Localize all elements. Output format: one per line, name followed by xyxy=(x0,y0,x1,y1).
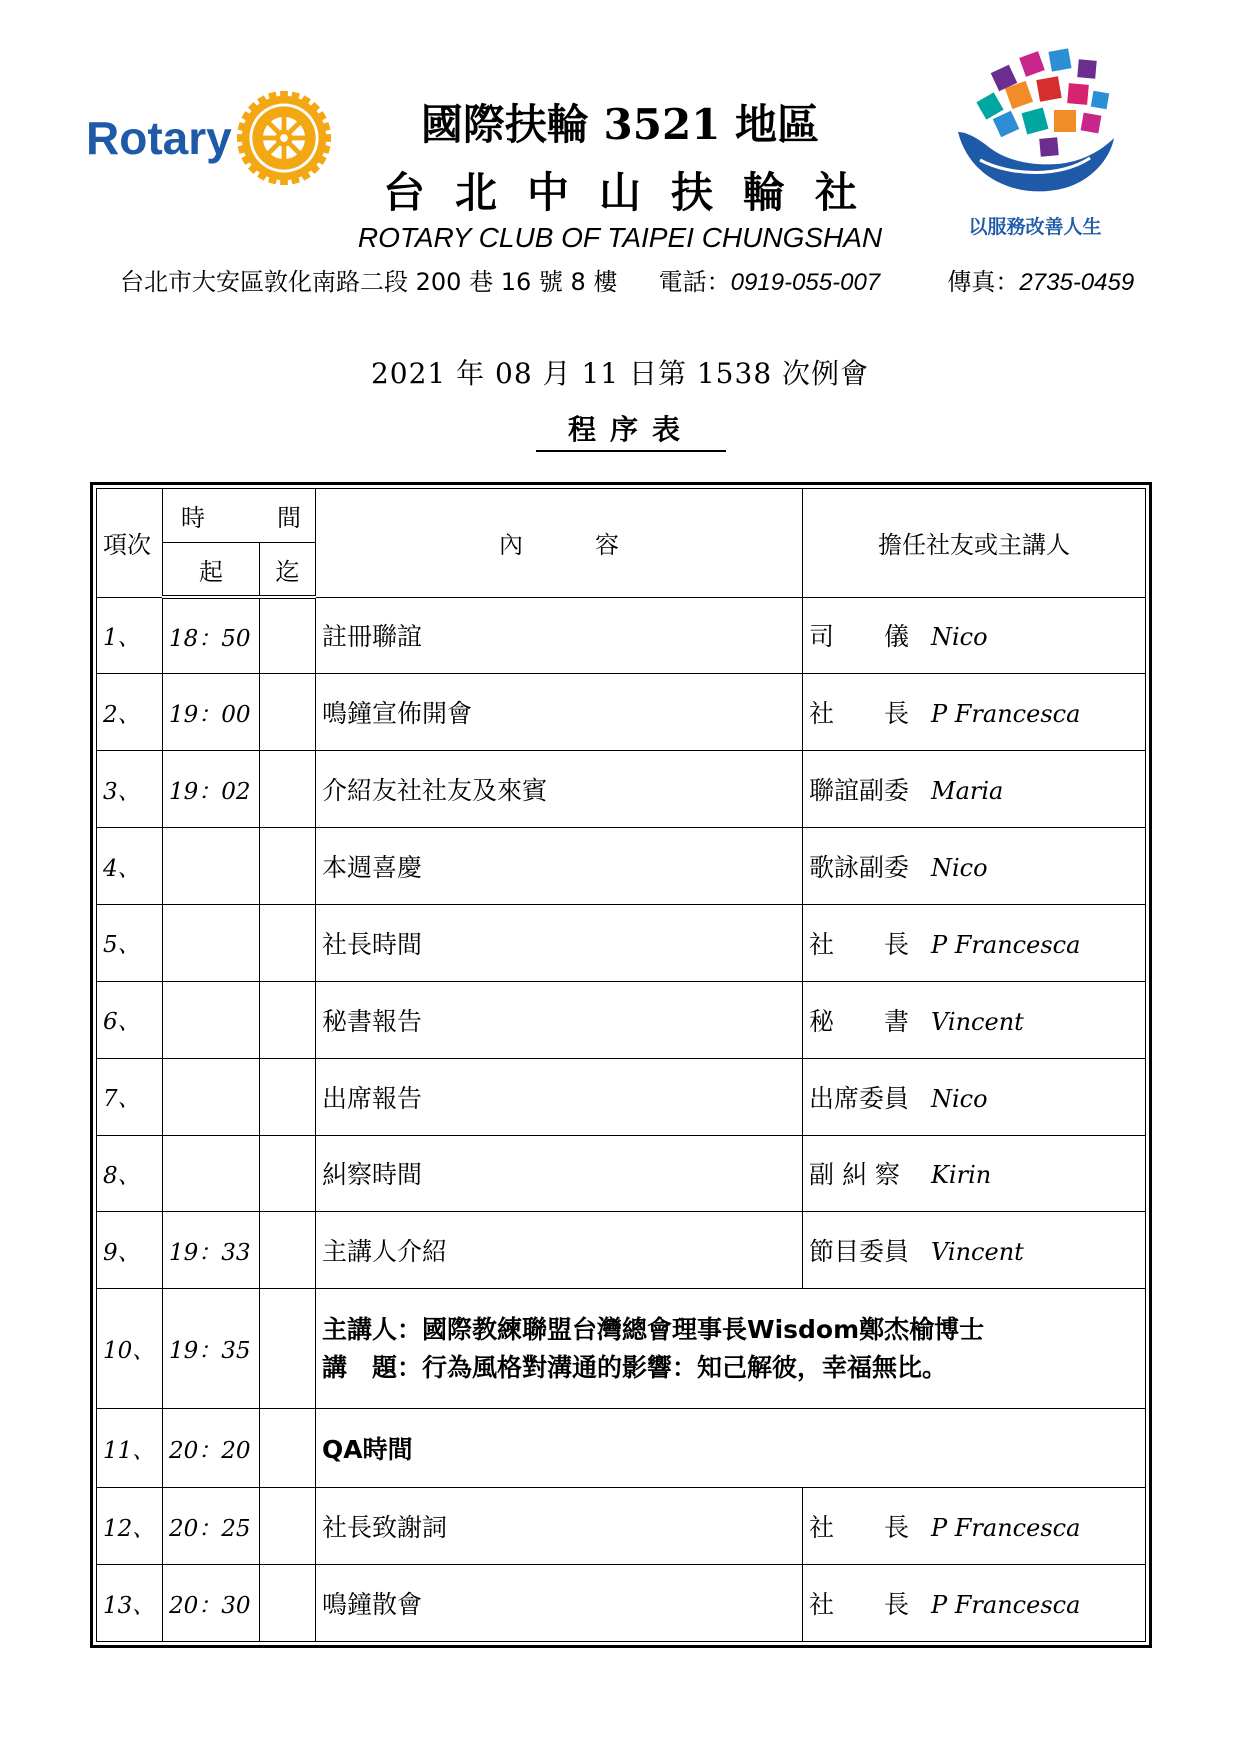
club-title: 台北中山扶輪社 xyxy=(382,168,887,217)
qa-content: QA時間 xyxy=(316,1409,1146,1488)
agenda-row xyxy=(97,1135,1146,1212)
item-number: 6、 xyxy=(97,981,163,1058)
end-time xyxy=(260,904,316,981)
topic-line: 講 題：行為風格對溝通的影響：知己解彼，幸福無比。 xyxy=(322,1352,948,1382)
header-start: 起 xyxy=(163,543,260,597)
start-time xyxy=(163,981,260,1058)
item-number: 12、 xyxy=(97,1488,163,1565)
meeting-date-line: 2021 年 08 月 11 日第 1538 次例會 xyxy=(370,357,870,390)
item-number: 2、 xyxy=(97,674,163,751)
assigned-person xyxy=(803,597,1146,674)
end-time xyxy=(260,1409,316,1488)
end-time xyxy=(260,1289,316,1409)
item-number: 10、 xyxy=(97,1289,163,1409)
header-end: 迄 xyxy=(260,543,316,597)
item-content: 社長致謝詞 xyxy=(316,1488,803,1565)
item-number: 9、 xyxy=(97,1212,163,1289)
agenda-row xyxy=(97,1488,1146,1565)
end-time xyxy=(260,674,316,751)
end-time xyxy=(260,1488,316,1565)
end-time xyxy=(260,828,316,905)
end-time xyxy=(260,1565,316,1642)
agenda-row xyxy=(97,904,1146,981)
assigned-person xyxy=(803,674,1146,751)
speaker-line: 主講人：國際教練聯盟台灣總會理事長Wisdom鄭杰榆博士 xyxy=(322,1314,985,1344)
agenda-title: 程序表 xyxy=(536,408,726,452)
item-content: 糾察時間 xyxy=(316,1135,803,1212)
start-time xyxy=(163,1058,260,1135)
person-name: Vincent xyxy=(931,1238,1024,1267)
person-name: Kirin xyxy=(931,1161,992,1190)
assigned-person xyxy=(803,1212,1146,1289)
person-role: 出席委員 xyxy=(809,1083,910,1113)
item-content: 註冊聯誼 xyxy=(316,597,803,674)
item-content: 社長時間 xyxy=(316,904,803,981)
speaker-info xyxy=(316,1289,1146,1409)
item-content: 本週喜慶 xyxy=(316,828,803,905)
item-content: 秘書報告 xyxy=(316,981,803,1058)
start-time xyxy=(163,1135,260,1212)
person-name: Nico xyxy=(931,623,988,652)
start-time xyxy=(163,828,260,905)
start-time: 19：33 xyxy=(163,1212,260,1289)
contact-line xyxy=(120,262,1134,297)
start-time: 20：20 xyxy=(163,1409,260,1488)
agenda-row xyxy=(97,674,1146,751)
start-time: 18：50 xyxy=(163,597,260,674)
header-content: 內 容 xyxy=(316,489,803,598)
club-title-english: ROTARY CLUB OF TAIPEI CHUNGSHAN xyxy=(357,222,883,253)
header-item: 項次 xyxy=(97,489,163,598)
person-role: 副 糾 察 xyxy=(809,1160,900,1190)
district-title: 國際扶輪 3521 地區 xyxy=(420,100,820,149)
assigned-person xyxy=(803,828,1146,905)
speaker-row xyxy=(97,1289,1146,1409)
item-number: 3、 xyxy=(97,751,163,828)
start-time xyxy=(163,904,260,981)
person-name: Nico xyxy=(931,1084,988,1113)
person-role: 節目委員 xyxy=(809,1237,910,1267)
serve-to-change-lives-logo xyxy=(950,40,1120,210)
start-time: 19：02 xyxy=(163,751,260,828)
person-name: P Francesca xyxy=(931,930,1081,959)
item-number: 4、 xyxy=(97,828,163,905)
assigned-person xyxy=(803,981,1146,1058)
person-role: 歌詠副委 xyxy=(809,853,910,882)
person-name: P Francesca xyxy=(931,1591,1081,1620)
end-time xyxy=(260,597,316,674)
item-content: 鳴鐘宣佈開會 xyxy=(316,674,803,751)
person-role: 聯誼副委 xyxy=(809,776,910,806)
start-time: 20：25 xyxy=(163,1488,260,1565)
end-time xyxy=(260,1058,316,1135)
end-time xyxy=(260,1135,316,1212)
item-number: 1、 xyxy=(97,597,163,674)
start-time: 20：30 xyxy=(163,1565,260,1642)
person-role: 社 長 xyxy=(809,929,910,959)
start-time: 19：00 xyxy=(163,674,260,751)
item-content: 鳴鐘散會 xyxy=(316,1565,803,1642)
item-content: 介紹友社社友及來賓 xyxy=(316,751,803,828)
agenda-row xyxy=(97,1058,1146,1135)
assigned-person xyxy=(803,751,1146,828)
item-content: 主講人介紹 xyxy=(316,1212,803,1289)
assigned-person xyxy=(803,1488,1146,1565)
header-person: 擔任社友或主講人 xyxy=(803,489,1146,598)
qa-row xyxy=(97,1409,1146,1488)
agenda-row xyxy=(97,597,1146,674)
agenda-row xyxy=(97,1565,1146,1642)
rotary-wordmark: Rotary xyxy=(86,112,232,164)
person-name: P Francesca xyxy=(931,700,1081,729)
item-number: 8、 xyxy=(97,1135,163,1212)
agenda-row xyxy=(97,751,1146,828)
person-role: 社 長 xyxy=(809,1590,910,1620)
person-role: 司 儀 xyxy=(809,622,910,652)
agenda-row xyxy=(97,981,1146,1058)
header-time: 時 間 xyxy=(163,489,316,543)
start-time: 19：35 xyxy=(163,1289,260,1409)
fax-label: 傳真： xyxy=(947,268,1020,296)
fax-number: 2735-0459 xyxy=(1019,269,1135,296)
assigned-person xyxy=(803,1058,1146,1135)
item-content: 出席報告 xyxy=(316,1058,803,1135)
agenda-row xyxy=(97,1212,1146,1289)
person-name: Maria xyxy=(931,777,1004,806)
phone-label: 電話： xyxy=(658,268,731,296)
item-number: 7、 xyxy=(97,1058,163,1135)
person-name: Vincent xyxy=(931,1007,1024,1036)
person-role: 社 長 xyxy=(809,1513,910,1543)
theme-caption: 以服務改善人生 xyxy=(968,216,1102,238)
end-time xyxy=(260,751,316,828)
item-number: 5、 xyxy=(97,904,163,981)
person-name: Nico xyxy=(931,854,988,882)
person-role: 秘 書 xyxy=(809,1006,910,1036)
assigned-person xyxy=(803,904,1146,981)
agenda-table xyxy=(90,482,1152,1648)
item-number: 11、 xyxy=(97,1409,163,1488)
address: 台北市大安區敦化南路二段 200 巷 16 號 8 樓 xyxy=(120,268,618,296)
person-name: P Francesca xyxy=(931,1514,1081,1543)
assigned-person xyxy=(803,1135,1146,1212)
phone-number: 0919-055-007 xyxy=(730,269,881,296)
end-time xyxy=(260,981,316,1058)
agenda-row xyxy=(97,828,1146,905)
item-number: 13、 xyxy=(97,1565,163,1642)
person-role: 社 長 xyxy=(809,699,910,729)
end-time xyxy=(260,1212,316,1289)
assigned-person xyxy=(803,1565,1146,1642)
